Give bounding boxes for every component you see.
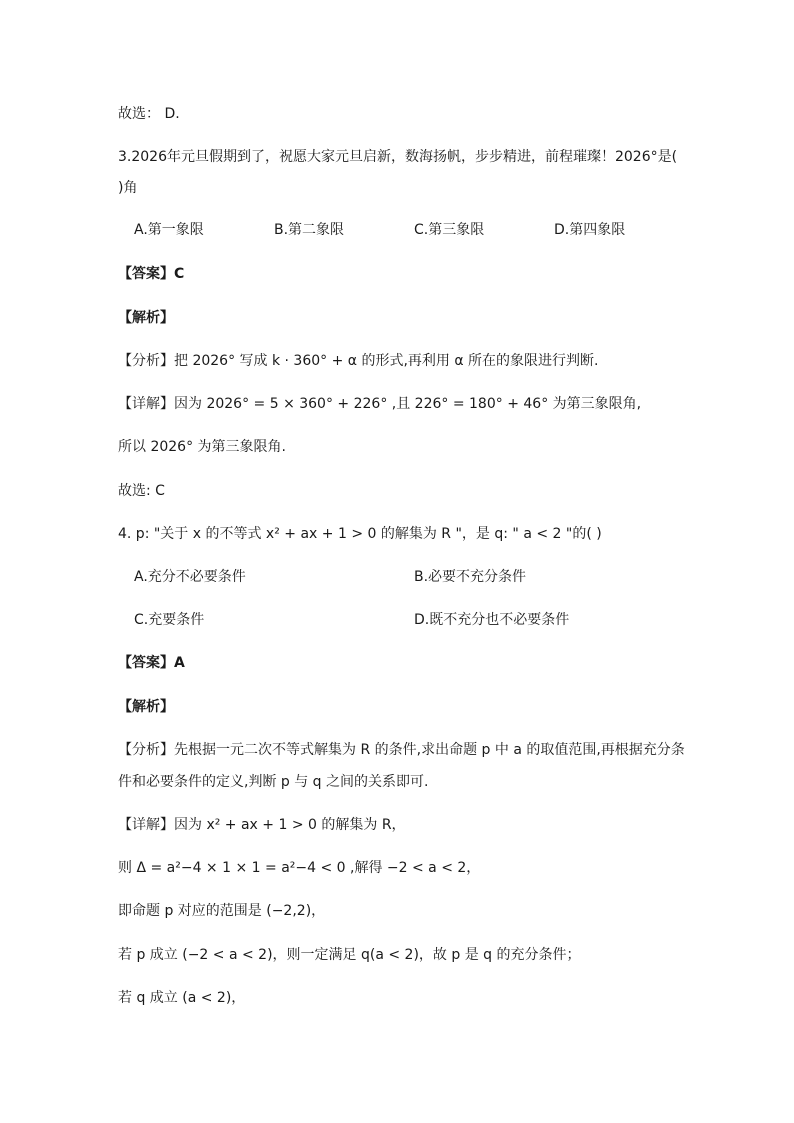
q4-fenxi-line-2: 件和必要条件的定义,判断 p 与 q 之间的关系即可.: [118, 774, 429, 790]
q4-xiangjie: 【详解】因为 x² + ax + 1 > 0 的解集为 R，: [118, 817, 406, 833]
q3-conclusion: 所以 2026° 为第三象限角.: [118, 439, 286, 455]
q3-answer: 【答案】C: [118, 266, 185, 282]
q3-xiangjie: 【详解】因为 2026° = 5 × 360° + 226° ,且 226° = 180° + 46° 为第三象限角,: [118, 396, 642, 412]
question-3-stem-cont: )角: [118, 180, 138, 196]
text-line: 故选： D.: [118, 106, 180, 122]
q4-option-c: C.充要条件: [134, 612, 205, 628]
q4-necessity: 若 q 成立 (a < 2)，: [118, 990, 246, 1006]
q4-delta: 则 Δ = a²−4 × 1 × 1 = a²−4 < 0 ,解得 −2 < a < 2，: [118, 860, 481, 876]
q4-range: 即命题 p 对应的范围是 (−2,2)，: [118, 903, 326, 919]
q3-option-c: C.第三象限: [414, 222, 485, 238]
question-3-stem: 3.2026年元旦假期到了，祝愿大家元旦启新，数海扬帆，步步精进，前程璀璨！2026°是(: [118, 149, 678, 165]
q3-option-a: A.第一象限: [134, 222, 204, 238]
q4-fenxi-line-1: 【分析】先根据一元二次不等式解集为 R 的条件,求出命题 p 中 a 的取值范围,再根据充分条: [118, 742, 685, 758]
q3-analysis-heading: 【解析】: [118, 310, 174, 326]
q3-option-b: B.第二象限: [274, 222, 345, 238]
q3-select: 故选: C: [118, 483, 165, 499]
q4-sufficiency: 若 p 成立 (−2 < a < 2)，则一定满足 q(a < 2)，故 p 是 q 的充分条件；: [118, 947, 581, 963]
q4-answer: 【答案】A: [118, 655, 185, 671]
q3-fenxi: 【分析】把 2026° 写成 k · 360° + α 的形式,再利用 α 所在的象限进行判断.: [118, 353, 599, 369]
q4-analysis-heading: 【解析】: [118, 699, 174, 715]
q4-option-d: D.既不充分也不必要条件: [414, 612, 570, 628]
q3-option-d: D.第四象限: [554, 222, 626, 238]
q4-option-b: B.必要不充分条件: [414, 569, 527, 585]
q4-option-a: A.充分不必要条件: [134, 569, 246, 585]
question-4-stem: 4. p: "关于 x 的不等式 x² + ax + 1 > 0 的解集为 R "，是 q: " a < 2 "的( ): [118, 526, 602, 542]
